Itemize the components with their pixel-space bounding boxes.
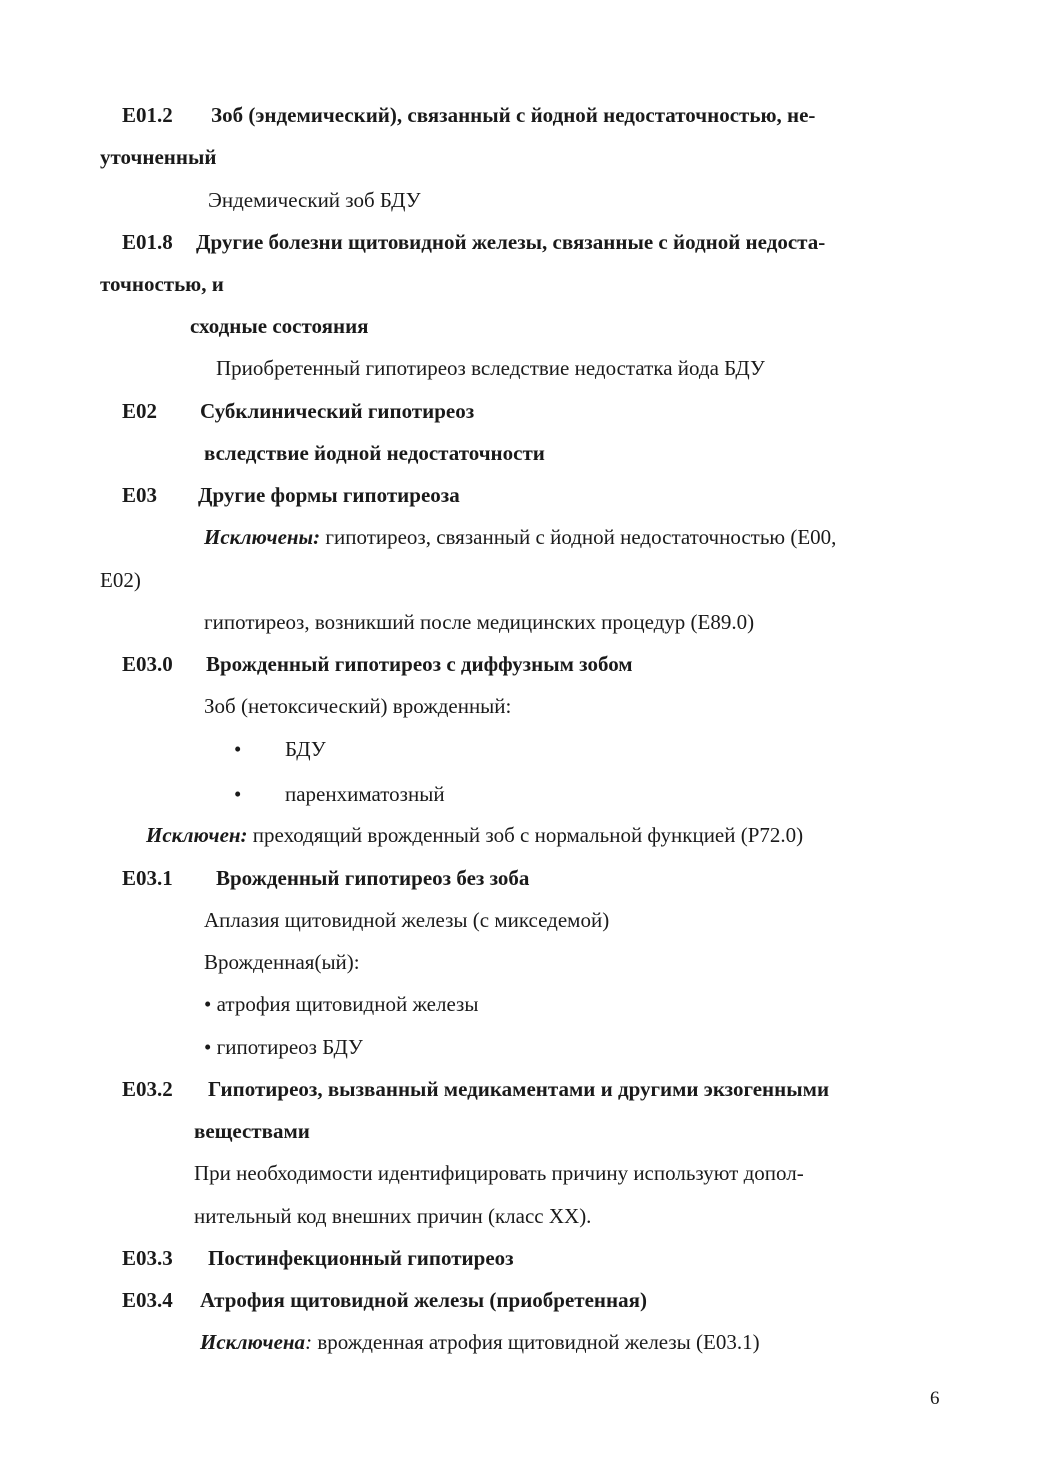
title-e03-4: Атрофия щитовидной железы (приобретенная) xyxy=(200,1288,647,1312)
exclusion-e03-0 xyxy=(146,821,803,849)
code-e02: E02 xyxy=(122,399,158,423)
note-e03-1-line1: Аплазия щитовидной железы (с микседемой) xyxy=(204,908,610,932)
note-e03-0: Зоб (нетоксический) врожденный: xyxy=(204,694,512,718)
exclusion-label: Исключена xyxy=(200,1330,306,1354)
bullet-glyph: • xyxy=(234,782,242,806)
exclusion-text: врожденная атрофия щитовидной железы (E03.1) xyxy=(317,1330,760,1354)
title-e03-3: Постинфекционный гипотиреоз xyxy=(208,1246,514,1270)
exclusion-label: Исключены: xyxy=(204,525,321,549)
exclusion-text: преходящий врожденный зоб с нормальной функцией (P72.0) xyxy=(252,823,804,847)
exclusion-label: Исключен: xyxy=(146,823,248,847)
title-e01-8-line2: точностью, и xyxy=(100,272,224,296)
exclusion-e03-line2: E02) xyxy=(100,568,141,592)
exclusion-colon: : xyxy=(305,1330,313,1354)
list-item: паренхиматозный xyxy=(285,782,445,806)
title-e01-8-line1: Другие болезни щитовидной железы, связанные с йодной недоста- xyxy=(196,230,826,254)
title-e03-2-line2: веществами xyxy=(194,1119,310,1143)
code-e03-0: E03.0 xyxy=(122,652,173,676)
title-e01-8-line3: сходные состояния xyxy=(190,314,369,338)
code-e01-2: E01.2 xyxy=(122,103,173,127)
note-e03-2-line1: При необходимости идентифицировать причину используют допол- xyxy=(194,1161,804,1185)
title-e02-line1: Субклинический гипотиреоз xyxy=(200,399,475,423)
exclusion-e03-line1 xyxy=(204,523,836,551)
note-e03-1-line2: Врожденная(ый): xyxy=(204,950,360,974)
exclusion-e03-4 xyxy=(200,1328,760,1356)
code-e03: E03 xyxy=(122,483,158,507)
code-e03-1: E03.1 xyxy=(122,866,173,890)
title-e03: Другие формы гипотиреоза xyxy=(198,483,460,507)
bullet-glyph: • xyxy=(234,737,242,761)
list-item: • атрофия щитовидной железы xyxy=(204,992,479,1016)
exclusion-text: гипотиреоз, связанный с йодной недостаточностью (E00, xyxy=(325,525,837,549)
note-e01-8: Приобретенный гипотиреоз вследствие недостатка йода БДУ xyxy=(216,356,765,380)
code-e03-3: E03.3 xyxy=(122,1246,173,1270)
code-e03-4: E03.4 xyxy=(122,1288,173,1312)
title-e02-line2: вследствие йодной недостаточности xyxy=(204,441,545,465)
code-e03-2: E03.2 xyxy=(122,1077,173,1101)
title-e03-1: Врожденный гипотиреоз без зоба xyxy=(216,866,530,890)
exclusion-e03-line3: гипотиреоз, возникший после медицинских процедур (E89.0) xyxy=(204,610,755,634)
list-item: • гипотиреоз БДУ xyxy=(204,1035,363,1059)
code-e01-8: E01.8 xyxy=(122,230,173,254)
title-e03-0: Врожденный гипотиреоз с диффузным зобом xyxy=(206,652,633,676)
page-number: 6 xyxy=(930,1388,940,1409)
note-e03-2-line2: нительный код внешних причин (класс XX). xyxy=(194,1204,592,1228)
list-item: БДУ xyxy=(285,737,326,761)
title-e01-2-line2: уточненный xyxy=(100,145,217,169)
title-e03-2-line1: Гипотиреоз, вызванный медикаментами и другими экзогенными xyxy=(208,1077,830,1101)
note-e01-2: Эндемический зоб БДУ xyxy=(208,188,421,212)
title-e01-2-line1: Зоб (эндемический), связанный с йодной недостаточностью, не- xyxy=(211,103,816,127)
